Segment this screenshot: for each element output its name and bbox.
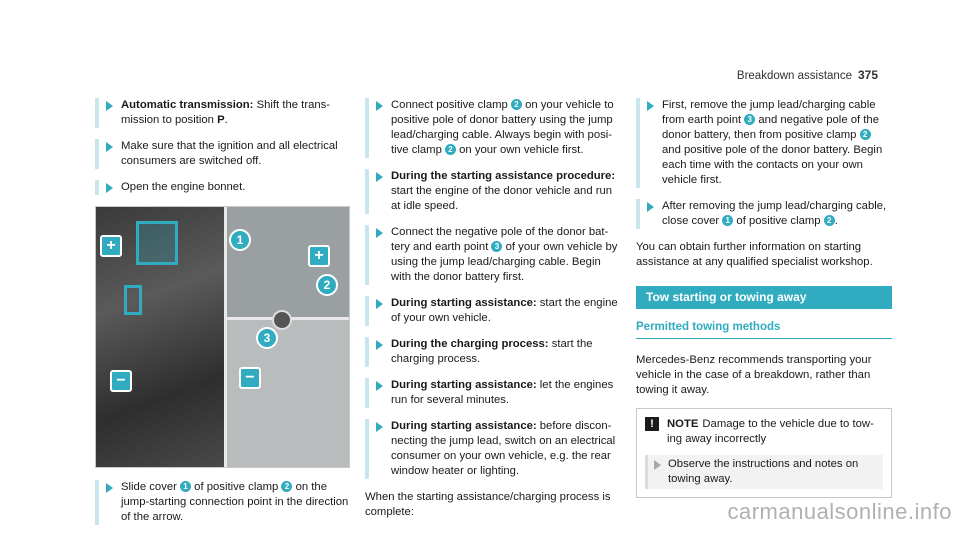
- step-text: on your own vehicle first.: [456, 144, 584, 156]
- step-text: start the engine of the donor vehicle and run at idle speed.: [391, 185, 613, 212]
- step-text: .: [834, 215, 838, 227]
- note-header: [645, 417, 883, 447]
- step-connect-positive: [365, 98, 620, 158]
- step-arrow-icon: [106, 142, 113, 152]
- step-bold-label: During starting assistance:: [391, 420, 537, 432]
- step-start-donor: [365, 169, 620, 214]
- step-slide-cover: [95, 480, 350, 525]
- step-text: let the engines run for several minutes.: [391, 379, 614, 406]
- step-text: Connect positive clamp: [391, 99, 511, 111]
- step-arrow-icon: [376, 172, 383, 182]
- step-start-own: [365, 296, 620, 326]
- step-arrow-icon: [647, 202, 654, 212]
- step-bold-label: During starting assistance:: [391, 297, 537, 309]
- callout-ref-icon: 3: [491, 241, 502, 252]
- plus-badge-icon: +: [100, 235, 122, 257]
- callout-ref-icon: 2: [860, 129, 871, 140]
- column-1: [95, 98, 350, 533]
- section-title: Tow starting or towing away: [636, 286, 892, 309]
- section-subtitle: Permitted towing methods: [636, 320, 892, 339]
- step-text: and positive pole of the donor battery. Begin each time with the contacts on your own vehicle first.: [662, 144, 883, 186]
- callout-ref-icon: 2: [445, 144, 456, 155]
- step-text: of your own vehicle by using the jump lead/charging cable. Begin with the donor battery first.: [391, 241, 618, 283]
- warning-icon: !: [645, 417, 659, 431]
- note-step: [645, 455, 883, 489]
- step-arrow-icon: [106, 183, 113, 193]
- step-text: Slide cover: [121, 481, 181, 493]
- step-close-cover: [636, 199, 892, 229]
- step-ignition-off: [95, 139, 350, 169]
- step-arrow-icon: [106, 101, 113, 111]
- note-label: NOTE: [667, 418, 699, 430]
- callout-ref-icon: 2: [824, 215, 835, 226]
- step-before-disconnect: [365, 419, 620, 479]
- step-run-engines: [365, 378, 620, 408]
- step-text: start the engine of your own vehicle.: [391, 297, 618, 324]
- page-header: [737, 68, 878, 82]
- step-connect-negative: [365, 225, 620, 285]
- section-name: Breakdown assistance: [736, 70, 852, 82]
- step-arrow-icon: [654, 460, 661, 470]
- step-arrow-icon: [376, 228, 383, 238]
- step-text: Make sure that the ignition and all electrical consumers are switched off.: [121, 140, 338, 167]
- column-3: [636, 98, 892, 498]
- step-open-bonnet: [95, 180, 350, 195]
- step-bold-label: During the charging process:: [391, 338, 549, 350]
- step-arrow-icon: [376, 101, 383, 111]
- step-bold-label: Automatic transmission:: [121, 99, 254, 111]
- earth-point-detail: [227, 320, 350, 468]
- detail-minus-badge-icon: −: [239, 367, 261, 389]
- step-text: First, remove the jump lead/charging cable from earth point: [662, 99, 876, 126]
- step-arrow-icon: [376, 340, 383, 350]
- callout-ref-icon: 3: [744, 114, 755, 125]
- info-paragraph: You can obtain further information on starting assistance at any qualified specialist workshop.: [636, 241, 873, 268]
- step-text-end: .: [224, 114, 228, 126]
- step-text: start the charging process.: [391, 338, 593, 365]
- step-arrow-icon: [376, 299, 383, 309]
- recommendation-paragraph: Mercedes-Benz recommends transporting your vehicle in the case of a breakdown, rather than towing it away.: [636, 354, 872, 396]
- step-automatic-transmission: [95, 98, 350, 128]
- note-box: [636, 408, 892, 498]
- step-arrow-icon: [376, 422, 383, 432]
- detail-plus-badge-icon: +: [308, 245, 330, 267]
- step-text: of positive clamp: [733, 215, 824, 227]
- step-arrow-icon: [376, 381, 383, 391]
- step-charging: [365, 337, 620, 367]
- callout-ref-icon: 2: [511, 99, 522, 110]
- positive-clamp-detail: [227, 207, 350, 317]
- callout-3-icon: 3: [256, 327, 278, 349]
- step-text: on your vehicle to positive pole of donor battery using the jump lead/charging cable. Always begin with positive clamp: [391, 99, 614, 156]
- note-step-text: Observe the instructions and notes on towing away.: [668, 458, 859, 485]
- step-text: of positive clamp: [191, 481, 282, 493]
- step-bold-label: During starting assistance:: [391, 379, 537, 391]
- step-text: before disconnecting the jump lead, switch on an electrical consumer on your own vehicle, e.g. the rear window heater or lighting.: [391, 420, 616, 477]
- column-2: [365, 98, 620, 530]
- callout-ref-icon: 1: [722, 215, 733, 226]
- step-bold-label: During the starting assistance procedure:: [391, 170, 616, 182]
- callout-ref-icon: 1: [180, 481, 191, 492]
- callout-1-icon: 1: [229, 229, 251, 251]
- callout-ref-icon: 2: [281, 481, 292, 492]
- step-text: Connect the negative pole of the donor battery and earth point: [391, 226, 609, 253]
- mercedes-star-icon: [272, 310, 292, 330]
- step-text: Open the engine bonnet.: [121, 181, 246, 193]
- positive-clamp-cover-highlight: [136, 221, 178, 265]
- step-arrow-icon: [647, 101, 654, 111]
- step-text: and negative pole of the donor battery, then from positive clamp: [662, 114, 880, 141]
- step-arrow-icon: [106, 483, 113, 493]
- page-number: 375: [857, 68, 878, 82]
- step-text: on the jump-starting connection point in the direction of the arrow.: [121, 481, 349, 523]
- step-text: After removing the jump lead/charging cable, close cover: [662, 200, 887, 227]
- park-symbol: P: [217, 114, 225, 126]
- callout-2-icon: 2: [316, 274, 338, 296]
- step-remove-lead: [636, 98, 892, 188]
- minus-badge-icon: −: [110, 370, 132, 392]
- earth-point-highlight: [124, 285, 142, 315]
- watermark: carmanualsonline.info: [727, 499, 952, 524]
- step-text: Shift the transmission to position: [121, 99, 331, 126]
- closing-paragraph: When the starting assistance/charging process is complete:: [365, 491, 611, 518]
- note-text: Damage to the vehicle due to towing away incorrectly: [667, 418, 874, 445]
- engine-compartment-figure: [95, 206, 350, 468]
